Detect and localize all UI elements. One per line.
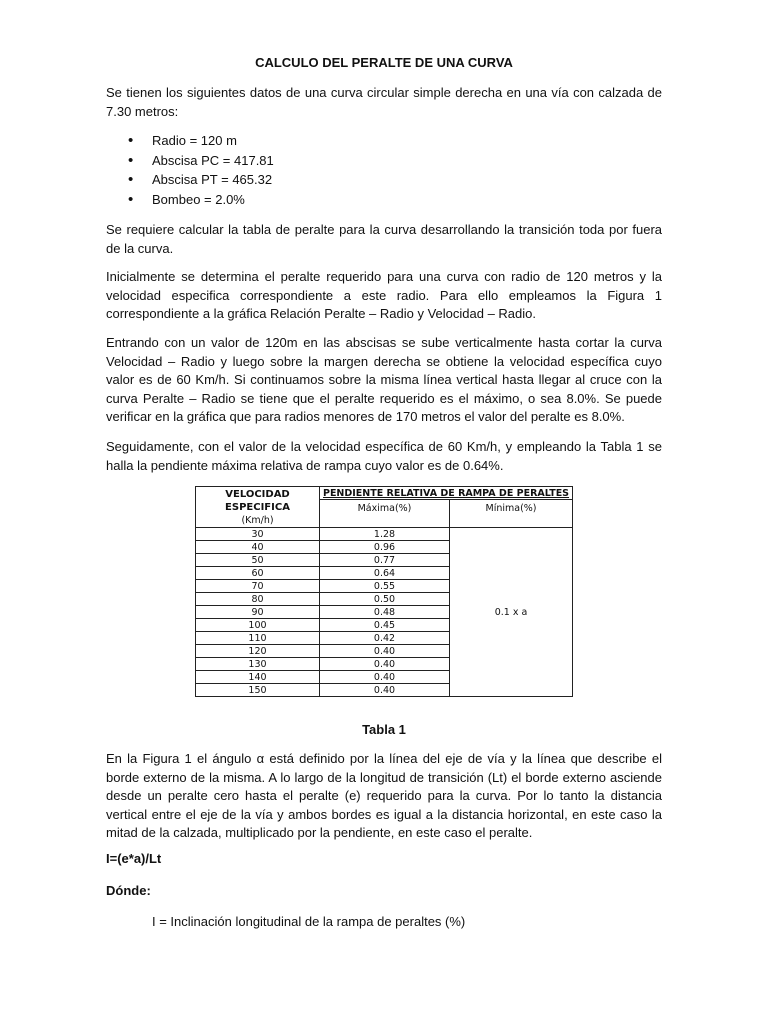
cell-velocidad: 100: [196, 619, 320, 632]
cell-velocidad: 90: [196, 606, 320, 619]
intro-paragraph: Se tienen los siguientes datos de una curva circular simple derecha en una vía con calzada de 7.30 metros:: [106, 85, 662, 119]
header-velocidad-line1: VELOCIDAD: [225, 489, 290, 500]
cell-velocidad: 80: [196, 593, 320, 606]
header-unit: (Km/h): [241, 515, 274, 526]
list-item: • Abscisa PT = 465.32: [106, 170, 274, 190]
cell-maxima: 0.96: [320, 541, 450, 554]
cell-velocidad: 70: [196, 580, 320, 593]
header-maxima: Máxima(%): [320, 500, 450, 528]
cell-minima: 0.1 x a: [450, 528, 573, 697]
header-minima: Mínima(%): [450, 500, 573, 528]
data-list: [106, 131, 274, 209]
cell-maxima: 1.28: [320, 528, 450, 541]
peralte-table: [195, 486, 573, 697]
cell-velocidad: 30: [196, 528, 320, 541]
cell-maxima: 0.50: [320, 593, 450, 606]
cell-velocidad: 150: [196, 684, 320, 697]
list-item: • Bombeo = 2.0%: [106, 190, 274, 210]
cell-maxima: 0.77: [320, 554, 450, 567]
cell-maxima: 0.40: [320, 671, 450, 684]
table-row: [196, 528, 573, 541]
page-title: CALCULO DEL PERALTE DE UNA CURVA: [255, 55, 513, 70]
paragraph-procedure: Entrando con un valor de 120m en las abscisas se sube verticalmente hasta cortar la curva Velocidad – Radio y luego sobre la margen derecha se obtiene la velocidad específica cuyo valor es de 60 Km/h. Si continuamos sobre la misma línea vertical hasta llegar al cruce con la curva Peralte – Radio se tiene que el peralte requerido es el máximo, o sea 8.0%. Se puede verificar en la gráfica que para radios menores de 170 metros el valor del peralte es 8.0%.: [106, 335, 662, 424]
paragraph-initial: Inicialmente se determina el peralte requerido para una curva con radio de 120 metros y la velocidad especifica correspondiente a este radio. Para ello empleamos la Figura 1 correspondiente a la gráfica Relación Peralte – Radio y Velocidad – Radio.: [106, 269, 662, 321]
cell-velocidad: 50: [196, 554, 320, 567]
donde-label: Dónde:: [106, 883, 151, 898]
cell-maxima: 0.40: [320, 684, 450, 697]
cell-velocidad: 120: [196, 645, 320, 658]
cell-velocidad: 40: [196, 541, 320, 554]
header-pendiente: PENDIENTE RELATIVA DE RAMPA DE PERALTES: [320, 487, 573, 500]
cell-maxima: 0.45: [320, 619, 450, 632]
list-item: • Abscisa PC = 417.81: [106, 151, 274, 171]
formula: I=(e*a)/Lt: [106, 851, 162, 866]
cell-maxima: 0.40: [320, 645, 450, 658]
cell-velocidad: 60: [196, 567, 320, 580]
cell-maxima: 0.64: [320, 567, 450, 580]
paragraph-requirement: Se requiere calcular la tabla de peralte para la curva desarrollando la transición toda por fuera de la curva.: [106, 222, 662, 256]
cell-maxima: 0.48: [320, 606, 450, 619]
cell-velocidad: 130: [196, 658, 320, 671]
definition-line: I = Inclinación longitudinal de la rampa de peraltes (%): [152, 914, 466, 929]
cell-maxima: 0.40: [320, 658, 450, 671]
cell-velocidad: 140: [196, 671, 320, 684]
cell-velocidad: 110: [196, 632, 320, 645]
cell-maxima: 0.55: [320, 580, 450, 593]
paragraph-next: Seguidamente, con el valor de la velocidad específica de 60 Km/h, y empleando la Tabla 1 se halla la pendiente máxima relativa de rampa cuyo valor es de 0.64%.: [106, 439, 662, 473]
table-body: [196, 528, 573, 697]
table-caption: Tabla 1: [362, 722, 406, 737]
cell-maxima: 0.42: [320, 632, 450, 645]
list-item: • Radio = 120 m: [106, 131, 274, 151]
header-velocidad: [196, 487, 320, 528]
paragraph-explanation: En la Figura 1 el ángulo α está definido por la línea del eje de vía y la línea que describe el borde externo de la misma. A lo largo de la longitud de transición (Lt) el borde externo asciende desde un peralte cero hasta el peralte (e) requerido para la curva. Por lo tanto la distancia vertical entre el eje de la vía y ambos bordes es igual a la distancia horizontal, en este caso la mitad de la calzada, multiplicado por la pendiente, en este caso el peralte.: [106, 751, 662, 840]
header-velocidad-line2: ESPECIFICA: [225, 502, 290, 513]
